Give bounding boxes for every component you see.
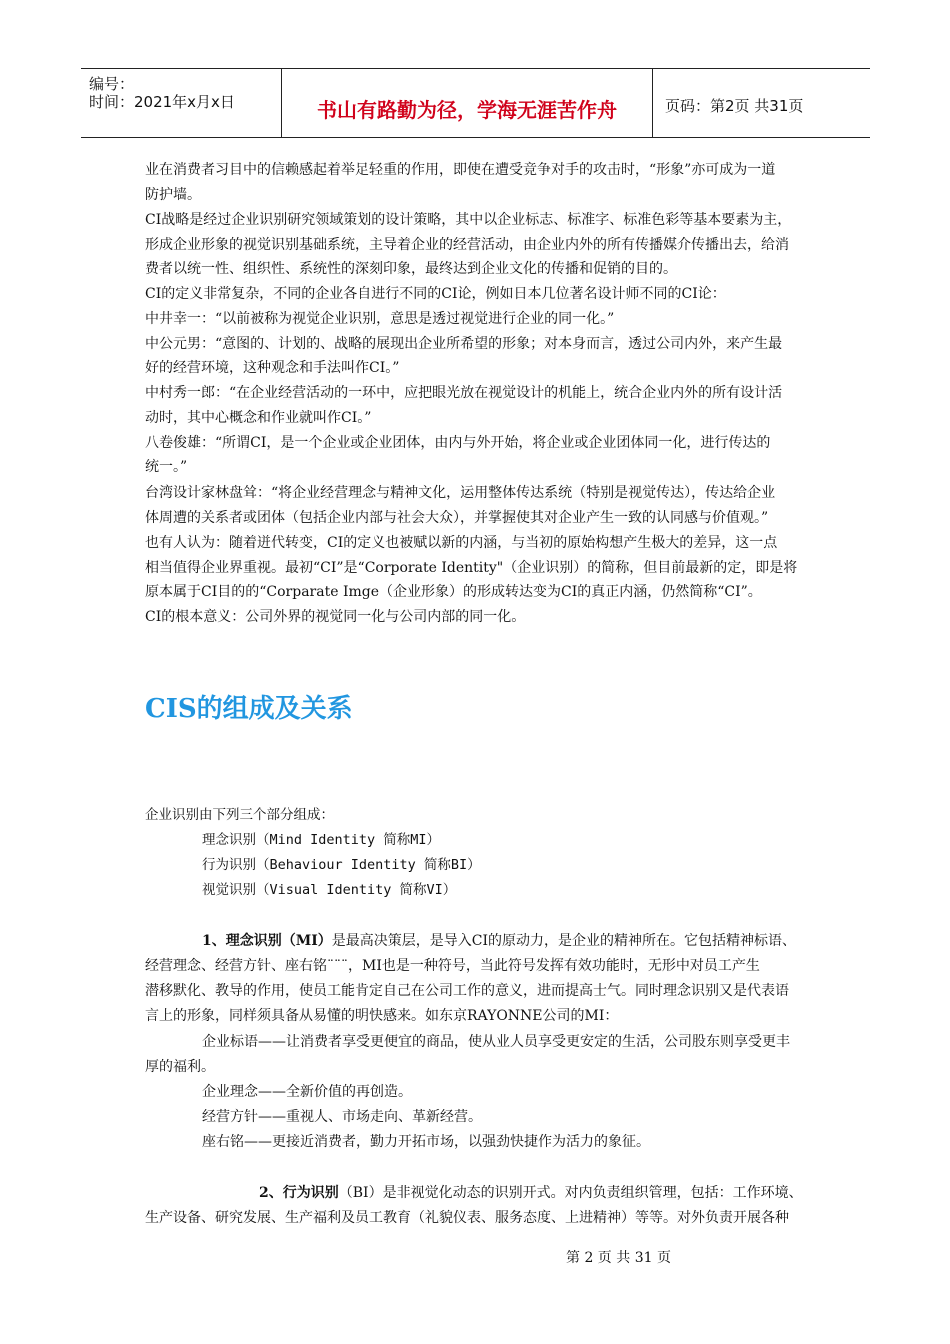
mi-motto: 座右铭——更接近消费者，勤力开拓市场，以强劲快捷作为活力的象征。 — [202, 1134, 650, 1150]
body-line: 形成企业形象的视觉识别基础系统，主导着企业的经营活动，由企业内外的所有传播媒介传播出去，给消 — [145, 237, 789, 253]
bi-lead-bold: 2、行为识别 — [259, 1185, 339, 1201]
body-line: CI的根本意义：公司外界的视觉同一化与公司内部的同一化。 — [145, 609, 526, 625]
page-header — [81, 68, 870, 138]
composition-item-vi: 视觉识别（Visual Identity 简称VI） — [202, 882, 457, 898]
mi-slogan-line: 企业标语——让消费者享受更便宜的商品，使从业人员享受更安定的生活，公司股东则享受更丰 — [202, 1034, 790, 1050]
body-line: 中村秀一郎：“在企业经营活动的一环中，应把眼光放在视觉设计的机能上，统合企业内外的所有设计活 — [145, 385, 783, 401]
composition-item-bi: 行为识别（Behaviour Identity 简称BI） — [202, 857, 481, 873]
header-meta-cell — [81, 69, 282, 137]
bi-body-line: 生产设备、研究发展、生产福利及员工教育（礼貌仪表、服务态度、上进精神）等等。对外负责开展各种 — [145, 1210, 789, 1226]
body-line: 原本属于CI目的的“Corparate Imge（企业形象）的形成转达变为CI的真正内涵，仍然简称“CI”。 — [145, 584, 762, 600]
mi-philosophy: 企业理念——全新价值的再创造。 — [202, 1084, 412, 1100]
document-number-label: 编号： — [89, 75, 135, 93]
body-line: 业在消费者习目中的信赖感起着举足轻重的作用，即使在遭受竞争对手的攻击时，“形象”亦可成为一道 — [145, 162, 776, 178]
bi-lead-text: （BI）是非视觉化动态的识别开式。对内负责组织管理，包括：工作环境、 — [338, 1185, 803, 1201]
body-line: CI战略是经过企业识别研究领域策划的设计策略，其中以企业标志、标准字、标准色彩等基本要素为主， — [145, 212, 792, 228]
mi-slogan-line: 厚的福利。 — [145, 1059, 215, 1075]
header-motto-cell — [282, 69, 653, 137]
body-line: 相当值得企业界重视。最初“CI”是“Corporate Identity"（企业识别）的简称，但目前最新的定，即是将 — [145, 560, 798, 576]
body-line: 好的经营环境，这种观念和手法叫作CI。” — [145, 360, 400, 376]
body-line: 统一。” — [145, 459, 188, 475]
header-motto: 书山有路勤为径，学海无涯苦作舟 — [317, 98, 617, 122]
body-line: 防护墙。 — [145, 187, 201, 203]
document-date-label: 时间：2021年x月x日 — [89, 93, 235, 111]
mi-policy: 经营方针——重视人、市场走向、革新经营。 — [202, 1109, 482, 1125]
page-footer: 第 2 页 共 31 页 — [566, 1250, 671, 1266]
composition-intro: 企业识别由下列三个部分组成： — [145, 807, 334, 823]
header-page-info: 页码：第2页 共31页 — [665, 97, 804, 115]
mi-body-line: 言上的形象，同样须具备从易懂的明快感来。如东京RAYONNE公司的MI： — [145, 1008, 619, 1024]
mi-body-line: 潜移默化、教导的作用，使员工能肯定自己在公司工作的意义，进而提高士气。同时理念识别又是代表语 — [145, 983, 789, 999]
mi-lead-text: 是最高决策层，是导入CI的原动力，是企业的精神所在。它包括精神标语、 — [331, 933, 797, 949]
body-line: 中井幸一：“以前被称为视觉企业识别，意思是透过视觉进行企业的同一化。” — [145, 311, 615, 327]
bi-lead-paragraph — [259, 1181, 803, 1206]
header-page-cell — [653, 69, 870, 137]
body-line: CI的定义非常复杂，不同的企业各自进行不同的CI论，例如日本几位著名设计师不同的CI论： — [145, 286, 726, 302]
mi-lead-paragraph — [202, 929, 796, 954]
body-line: 费者以统一性、组织性、系统性的深刻印象，最终达到企业文化的传播和促销的目的。 — [145, 261, 677, 277]
composition-item-mi: 理念识别（Mind Identity 简称MI） — [202, 832, 441, 848]
body-line: 动时，其中心概念和作业就叫作CI。” — [145, 410, 372, 426]
body-line: 台湾设计家林盘耸：“将企业经营理念与精神文化，运用整体传达系统（特别是视觉传达），传达给企业 — [145, 485, 776, 501]
body-line: 体周遭的关系者或团体（包括企业内部与社会大众），并掌握使其对企业产生一致的认同感与价值观。” — [145, 510, 769, 526]
mi-lead-bold: 1、理念识别（MI） — [202, 933, 332, 949]
body-line: 中公元男：“意图的、计划的、战略的展现出企业所希望的形象；对本身而言，透过公司内外，来产生最 — [145, 336, 783, 352]
body-line: 也有人认为：随着迸代转变，CI的定义也被赋以新的内涵，与当初的原始构想产生极大的差异，这一点 — [145, 535, 778, 551]
section-heading: CIS的组成及关系 — [145, 694, 353, 724]
mi-body-line: 经营理念、经营方针、座右铭¨¨¨，MI也是一种符号，当此符号发挥有效功能时，无形中对员工产生 — [145, 958, 760, 974]
body-line: 八卷俊雄：“所谓CI，是一个企业或企业团体，由内与外开始，将企业或企业团体同一化，进行传达的 — [145, 435, 771, 451]
